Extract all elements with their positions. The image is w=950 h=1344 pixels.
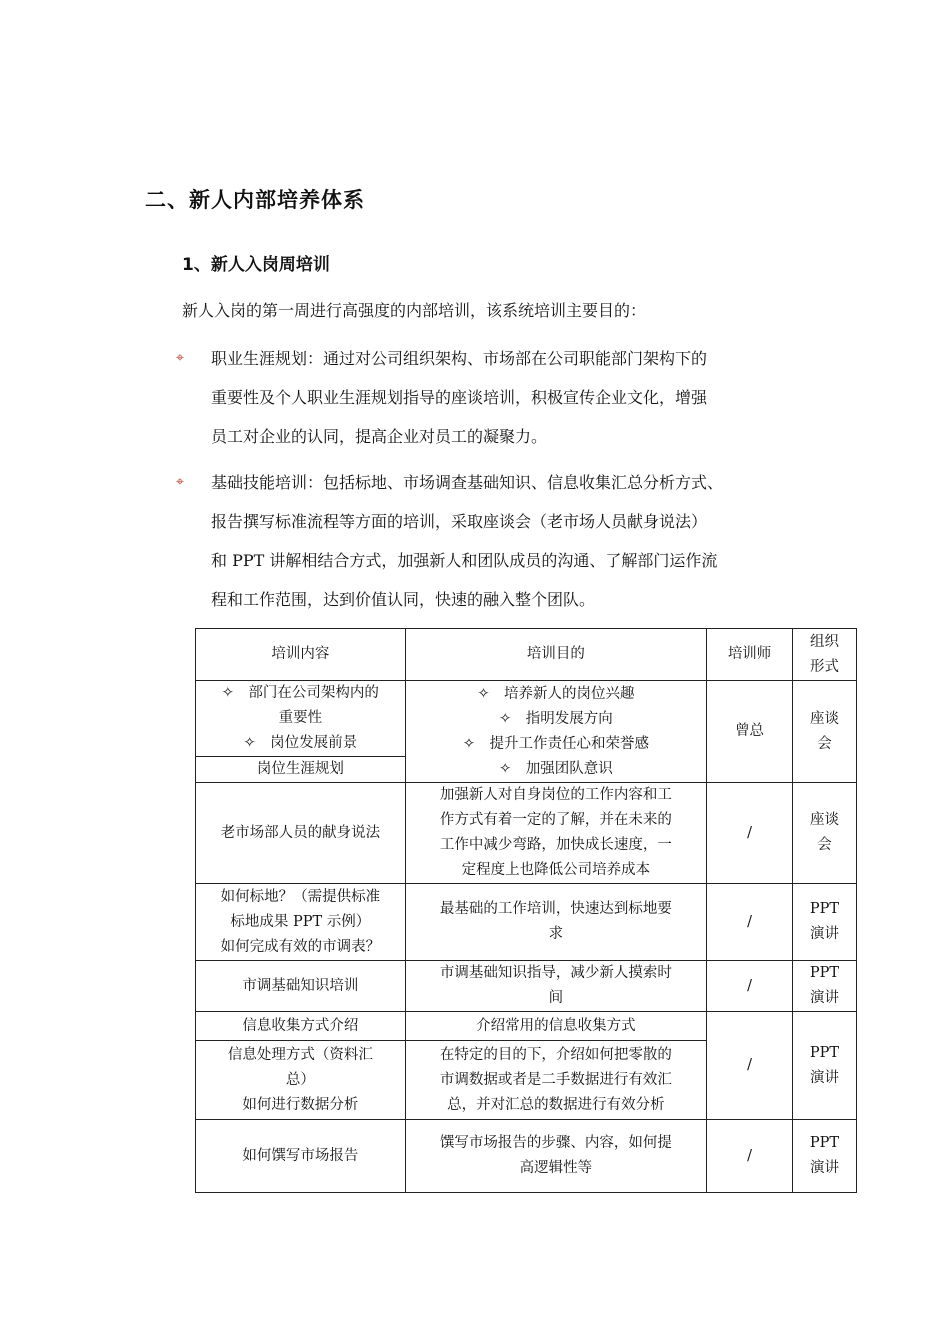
- table-header-row: [196, 629, 857, 681]
- bullet-career-planning: [176, 339, 826, 456]
- cell-form: PPT 演讲: [793, 961, 857, 1012]
- intro-paragraph: 新人入岗的第一周进行高强度的内部培训，该系统培训主要目的：: [182, 301, 647, 320]
- cell-trainer: /: [707, 884, 793, 961]
- cell-trainer: /: [707, 783, 793, 884]
- cell-form: PPT 演讲: [793, 1120, 857, 1193]
- cell-purpose: ✧ 培养新人的岗位兴趣 ✧ 指明发展方向 ✧ 提升工作责任心和荣誉感 ✧ 加强团队意识: [405, 681, 706, 783]
- cell-form: 座谈 会: [793, 681, 857, 783]
- header-form: 组织 形式: [793, 629, 857, 681]
- cell-content: 市调基础知识培训: [196, 961, 406, 1012]
- table-row: [196, 783, 857, 884]
- cell-purpose: 最基础的工作培训，快速达到标地要 求: [405, 884, 706, 961]
- bullet-line: 重要性及个人职业生涯规划指导的座谈培训，积极宣传企业文化，增强: [211, 388, 708, 407]
- cell-form: PPT 演讲: [793, 1012, 857, 1120]
- header-trainer: 培训师: [707, 629, 793, 681]
- cell-trainer: /: [707, 1120, 793, 1193]
- cell-trainer: /: [707, 961, 793, 1012]
- header-purpose: 培训目的: [405, 629, 706, 681]
- cell-purpose: 介绍常用的信息收集方式: [405, 1012, 706, 1041]
- bullet-line: 基础技能培训：包括标地、市场调查基础知识、信息收集汇总分析方式、: [211, 473, 724, 492]
- bullet-line: 职业生涯规划：通过对公司组织架构、市场部在公司职能部门架构下的: [211, 349, 708, 368]
- section-title: 二、新人内部培养体系: [145, 188, 365, 212]
- cell-content: 如何馔写市场报告: [196, 1120, 406, 1193]
- bullet-line: 和 PPT 讲解相结合方式，加强新人和团队成员的沟通、了解部门运作流: [211, 551, 718, 570]
- cell-content: 信息处理方式（资料汇 总） 如何进行数据分析: [196, 1041, 406, 1120]
- bullet-icon: ⌖: [176, 474, 184, 490]
- table-row: [196, 961, 857, 1012]
- cell-trainer: 曾总: [707, 681, 793, 783]
- table-row: [196, 1012, 857, 1041]
- cell-content: 信息收集方式介绍: [196, 1012, 406, 1041]
- bullet-line: 程和工作范围，达到价值认同，快速的融入整个团队。: [211, 590, 596, 609]
- cell-content: 如何标地？（需提供标准 标地成果 PPT 示例） 如何完成有效的市调表？: [196, 884, 406, 961]
- header-content: 培训内容: [196, 629, 406, 681]
- cell-purpose: 加强新人对自身岗位的工作内容和工 作方式有着一定的了解，并在未来的 工作中减少弯路，加快成长速度，一 定程度上也降低公司培养成本: [405, 783, 706, 884]
- bullet-icon: ⌖: [176, 350, 184, 366]
- cell-purpose: 馔写市场报告的步骤、内容，如何提 高逻辑性等: [405, 1120, 706, 1193]
- training-table: [195, 628, 857, 1193]
- table-row: [196, 1120, 857, 1193]
- bullet-line: 报告撰写标准流程等方面的培训，采取座谈会（老市场人员献身说法）: [211, 512, 708, 531]
- bullet-basic-skills: [176, 463, 826, 619]
- cell-content: ✧ 部门在公司架构内的 重要性 ✧ 岗位发展前景: [196, 681, 406, 757]
- subsection-title: 1、新人入岗周培训: [182, 255, 330, 275]
- bullet-line: 员工对企业的认同，提高企业对员工的凝聚力。: [211, 427, 548, 446]
- cell-trainer: /: [707, 1012, 793, 1120]
- cell-content: 老市场部人员的献身说法: [196, 783, 406, 884]
- cell-form: PPT 演讲: [793, 884, 857, 961]
- table-row: [196, 884, 857, 961]
- table-row: [196, 681, 857, 757]
- cell-content: 岗位生涯规划: [196, 757, 406, 783]
- cell-form: 座谈 会: [793, 783, 857, 884]
- cell-purpose: 市调基础知识指导，减少新人摸索时 间: [405, 961, 706, 1012]
- cell-purpose: 在特定的目的下，介绍如何把零散的 市调数据或者是二手数据进行有效汇 总，并对汇总的数据进行有效分析: [405, 1041, 706, 1120]
